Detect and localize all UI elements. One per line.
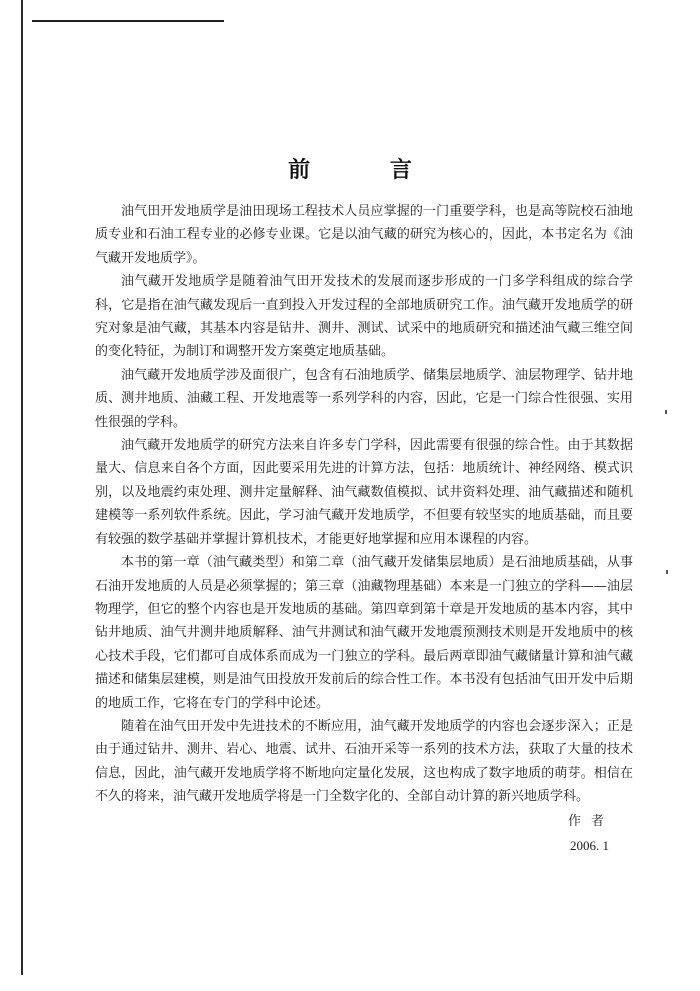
paragraph: 油气藏开发地质学是随着油气田开发技术的发展而逐步形成的一门多学科组成的综合学科，它是指在油气藏发现后一直到投入开发过程的全部地质研究工作。油气藏开发地质学的研究对象是油气藏，其基本内容是钻井、测井、测试、试采中的地质研究和描述油气藏三维空间的变化特征，为制订和调整开发方案奠定地质基础。 xyxy=(95,274,633,360)
header-rule xyxy=(32,20,224,22)
preface-body xyxy=(95,200,633,809)
paragraph: 本书的第一章（油气藏类型）和第二章（油气藏开发储集层地质）是石油地质基础，从事石油开发地质的人员是必须掌握的；第三章（油藏物理基础）本来是一门独立的学科——油层物理学，但它的整个内容也是开发地质的基础。第四章到第十章是开发地质的基本内容，其中钻井地质、油气井测井地质解释、油气井测试和油气藏开发地震预测技术则是开发地质中的核心技术手段，它们都可自成体系而成为一门独立的学科。最后两章即油气藏储量计算和油气藏描述和储集层建模，则是油气田投放开发前后的综合性工作。本书没有包括油气田开发中后期的地质工作，它将在专门的学科中论述。 xyxy=(95,555,633,711)
signature-block xyxy=(556,812,646,856)
date-label: 2006. 1 xyxy=(570,838,609,853)
paragraph: 随着在油气田开发中先进技术的不断应用，油气藏开发地质学的内容也会逐步深入；正是由于通过钻井、测井、岩心、地震、试井、石油开采等一系列的技术方法，获取了大量的技术信息，因此，油气藏开发地质学将不断地向定量化发展，这也构成了数字地质的萌芽。相信在不久的将来，油气藏开发地质学将是一门全数字化的、全部自动计算的新兴地质学科。 xyxy=(95,718,633,805)
author-label: 作者 xyxy=(568,814,615,829)
scan-speck xyxy=(665,410,667,414)
paragraph: 油气田开发地质学是油田现场工程技术人员应掌握的一门重要学科，也是高等院校石油地质专业和石油工程专业的必修专业课。它是以油气藏的研究为核心的，因此，本书定名为《油气藏开发地质学》。 xyxy=(95,204,633,266)
paragraph: 油气藏开发地质学涉及面很广，包含有石油地质学、储集层地质学、油层物理学、钻井地质、测井地质、油藏工程、开发地震等一系列学科的内容，因此，它是一门综合性很强、实用性很强的学科。 xyxy=(95,367,633,430)
page-title: 前 言 xyxy=(288,157,448,183)
scan-speck xyxy=(666,570,668,574)
left-margin-line xyxy=(21,0,23,975)
paragraph: 油气藏开发地质学的研究方法来自许多专门学科，因此需要有很强的综合性。由于其数据量大、信息来自各个方面，因此要采用先进的计算方法，包括：地质统计、神经网络、模式识别，以及地震约束处理、测井定量解释、油气藏数值模拟、试井资料处理、油气藏描述和随机建模等一系列软件系统。因此，学习油气藏开发地质学，不但要有较坚实的地质基础，而且要有较强的数学基础并掌握计算机技术，才能更好地掌握和应用本课程的内容。 xyxy=(95,438,633,547)
